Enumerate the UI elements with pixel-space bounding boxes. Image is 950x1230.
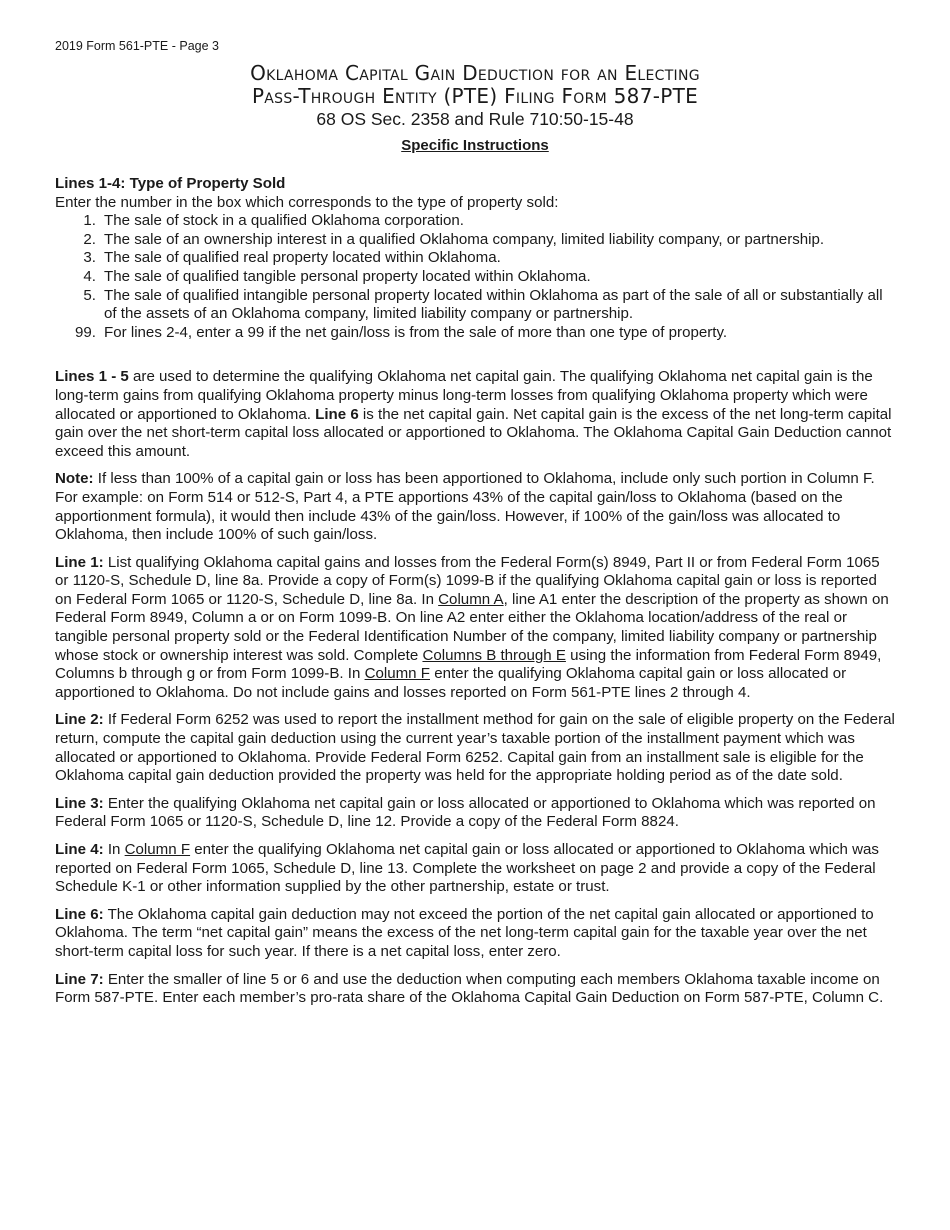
list-item (55, 231, 895, 250)
list-item-text: The sale of an ownership interest in a qualified Oklahoma company, limited liability company, or partnership. (104, 230, 825, 248)
line-7-text: Enter the smaller of line 5 or 6 and use the deduction when computing each members Oklahoma taxable income on Form 587-PTE. Enter each member’s pro-rata share of the Oklahoma Capital Gain Deduction on Form 587-PTE, Column C. (55, 970, 884, 1007)
line-1-text: List qualifying Oklahoma capital gains and losses from the Federal Form(s) 8949, Part II or from Federal Form 1065 or 1120-S, Schedule D, line 8a. Provide a copy of Form(s) 1099-B if the qualifying Oklahoma capital gain or loss is reported on Federal Form 1065 or 1120-S, Schedule D, line 8a. In (55, 553, 880, 608)
note-label: Note: (55, 470, 94, 488)
column-f-ref: Column F (124, 841, 191, 858)
line-4-paragraph (55, 841, 895, 897)
list-item (55, 268, 895, 287)
lines-1-5-paragraph (55, 368, 895, 461)
line-1-text-2: , line A1 enter the description of the property as shown on Federal Form 8949, Column a or on Form 1099-B. On line A2 enter either the Oklahoma location/address of the real or tangible personal property sold or the Federal Identification Number of the company, limited liability company or partnership whose stock or ownership interest was sold. Complete (55, 590, 889, 664)
line-1-text-4: enter the qualifying Oklahoma capital gain or loss allocated or apportioned to Oklahoma. Do not include gains and losses reported on Form 561-PTE lines 2 through 4. (55, 665, 847, 701)
list-item-number: 5. (83, 286, 96, 304)
list-item-text: The sale of stock in a qualified Oklahoma corporation. (104, 212, 464, 230)
list-item-number: 99. (75, 323, 96, 341)
lines-1-5-text-2: is the net capital gain. Net capital gain is the excess of the net long-term capital gain over the net short-term capital loss allocated or apportioned to Oklahoma. The Oklahoma Capital Gain Deduction cannot exceed this amount. (55, 405, 892, 460)
line-2-label: Line 2: (55, 711, 104, 729)
line-7-paragraph (55, 971, 895, 1008)
list-item-number: 1. (83, 212, 96, 230)
lines-1-4-intro: Enter the number in the box which corresponds to the type of property sold: (55, 193, 559, 211)
line-6-paragraph (55, 906, 895, 962)
line-4-text-2: enter the qualifying Oklahoma net capital gain or loss allocated or apportioned to Oklahoma which was reported on Federal Form 1065, Schedule D, line 13. Complete the worksheet on page 2 and provide a copy of the Federal Schedule K-1 or other information supplied by the other partnership, estate or trust. (55, 841, 879, 896)
title-line-2: Pass-Through Entity (PTE) Filing Form 587-PTE (251, 84, 699, 108)
line-3-paragraph (55, 795, 895, 832)
list-item-text: The sale of qualified intangible personal property located within Oklahoma as part of the sale of all or substantially all of the assets of an Oklahoma company, limited liability company or partnership. (104, 286, 883, 323)
list-item-number: 3. (83, 249, 96, 267)
lines-1-5-label: Lines 1 - 5 (55, 368, 129, 386)
column-a-ref: Column A (438, 590, 504, 608)
line-2-paragraph (55, 711, 895, 785)
line-7-label: Line 7: (55, 970, 104, 988)
page-header: 2019 Form 561-PTE - Page 3 (55, 39, 219, 53)
list-item-number: 4. (83, 267, 96, 285)
line-4-label: Line 4: (55, 841, 104, 858)
line-1-text-3: using the information from Federal Form 8949, Columns b through g or from Form 1099-B. In (55, 646, 882, 683)
note-text: If less than 100% of a capital gain or loss has been apportioned to Oklahoma, include only such portion in Column F. For example: on Form 514 or 512-S, Part 4, a PTE apportions 43% of the capital gain/loss to Oklahoma (based on the apportionment formula), it would then include 43% of the gain/loss. However, if 100% of the gain/loss was allocated to Oklahoma, then include 100% of such gain/loss. (55, 470, 875, 544)
column-f-ref: Column F (364, 665, 430, 683)
list-item-text: The sale of qualified real property located within Oklahoma. (104, 249, 501, 267)
list-item-number: 2. (83, 230, 96, 248)
title-line-1: Oklahoma Capital Gain Deduction for an Electing (250, 61, 700, 85)
property-type-list (55, 212, 895, 342)
title-block (0, 62, 950, 130)
list-item-text: For lines 2-4, enter a 99 if the net gain/loss is from the sale of more than one type of property. (104, 323, 728, 341)
line-1-paragraph (55, 554, 895, 703)
lines-1-5-text: are used to determine the qualifying Oklahoma net capital gain. The qualifying Oklahoma net capital gain is the long-term gains from qualifying Oklahoma property minus long-term losses from qualifying Oklahoma property which were allocated or apportioned to Oklahoma. (55, 368, 873, 423)
line-3-text: Enter the qualifying Oklahoma net capital gain or loss allocated or apportioned to Oklahoma which was reported on Federal Form 1065 or 1120-S, Schedule D, line 12. Provide a copy of the Federal Form 8824. (55, 794, 876, 831)
note-paragraph (55, 470, 895, 544)
columns-b-e-ref: Columns B through E (422, 646, 566, 664)
line-2-text: If Federal Form 6252 was used to report the installment method for gain on the sale of eligible property on the Federal return, compute the capital gain deduction using the current year’s taxable portion of the installment payment which was allocated or apportioned to Oklahoma. Provide Federal Form 6252. Capital gain from an installment sale is eligible for the Oklahoma capital gain deduction provided the property was held for the appropriate holding period as of the date sold. (55, 711, 895, 785)
line-4-text: In (103, 841, 125, 858)
line-6-inline-label: Line 6 (315, 405, 359, 423)
line-6-label: Line 6: (55, 905, 104, 923)
line-3-label: Line 3: (55, 794, 104, 812)
line-1-label: Line 1: (55, 553, 104, 571)
list-item (55, 249, 895, 268)
list-item (55, 287, 895, 324)
list-item (55, 324, 895, 343)
line-6-text: The Oklahoma capital gain deduction may not exceed the portion of the net capital gain allocated or apportioned to Oklahoma. The term “net capital gain” means the excess of the net long-term capital gain for the taxable year over the net short-term capital loss for such year. If there is a net capital loss, enter zero. (55, 905, 874, 960)
instructions-body (55, 175, 895, 1008)
list-item (55, 212, 895, 231)
section-heading: Specific Instructions (401, 137, 549, 154)
lines-1-4-heading: Lines 1-4: Type of Property Sold (55, 175, 286, 192)
list-item-text: The sale of qualified tangible personal property located within Oklahoma. (104, 267, 591, 285)
title-subtitle: 68 OS Sec. 2358 and Rule 710:50-15-48 (316, 109, 634, 129)
